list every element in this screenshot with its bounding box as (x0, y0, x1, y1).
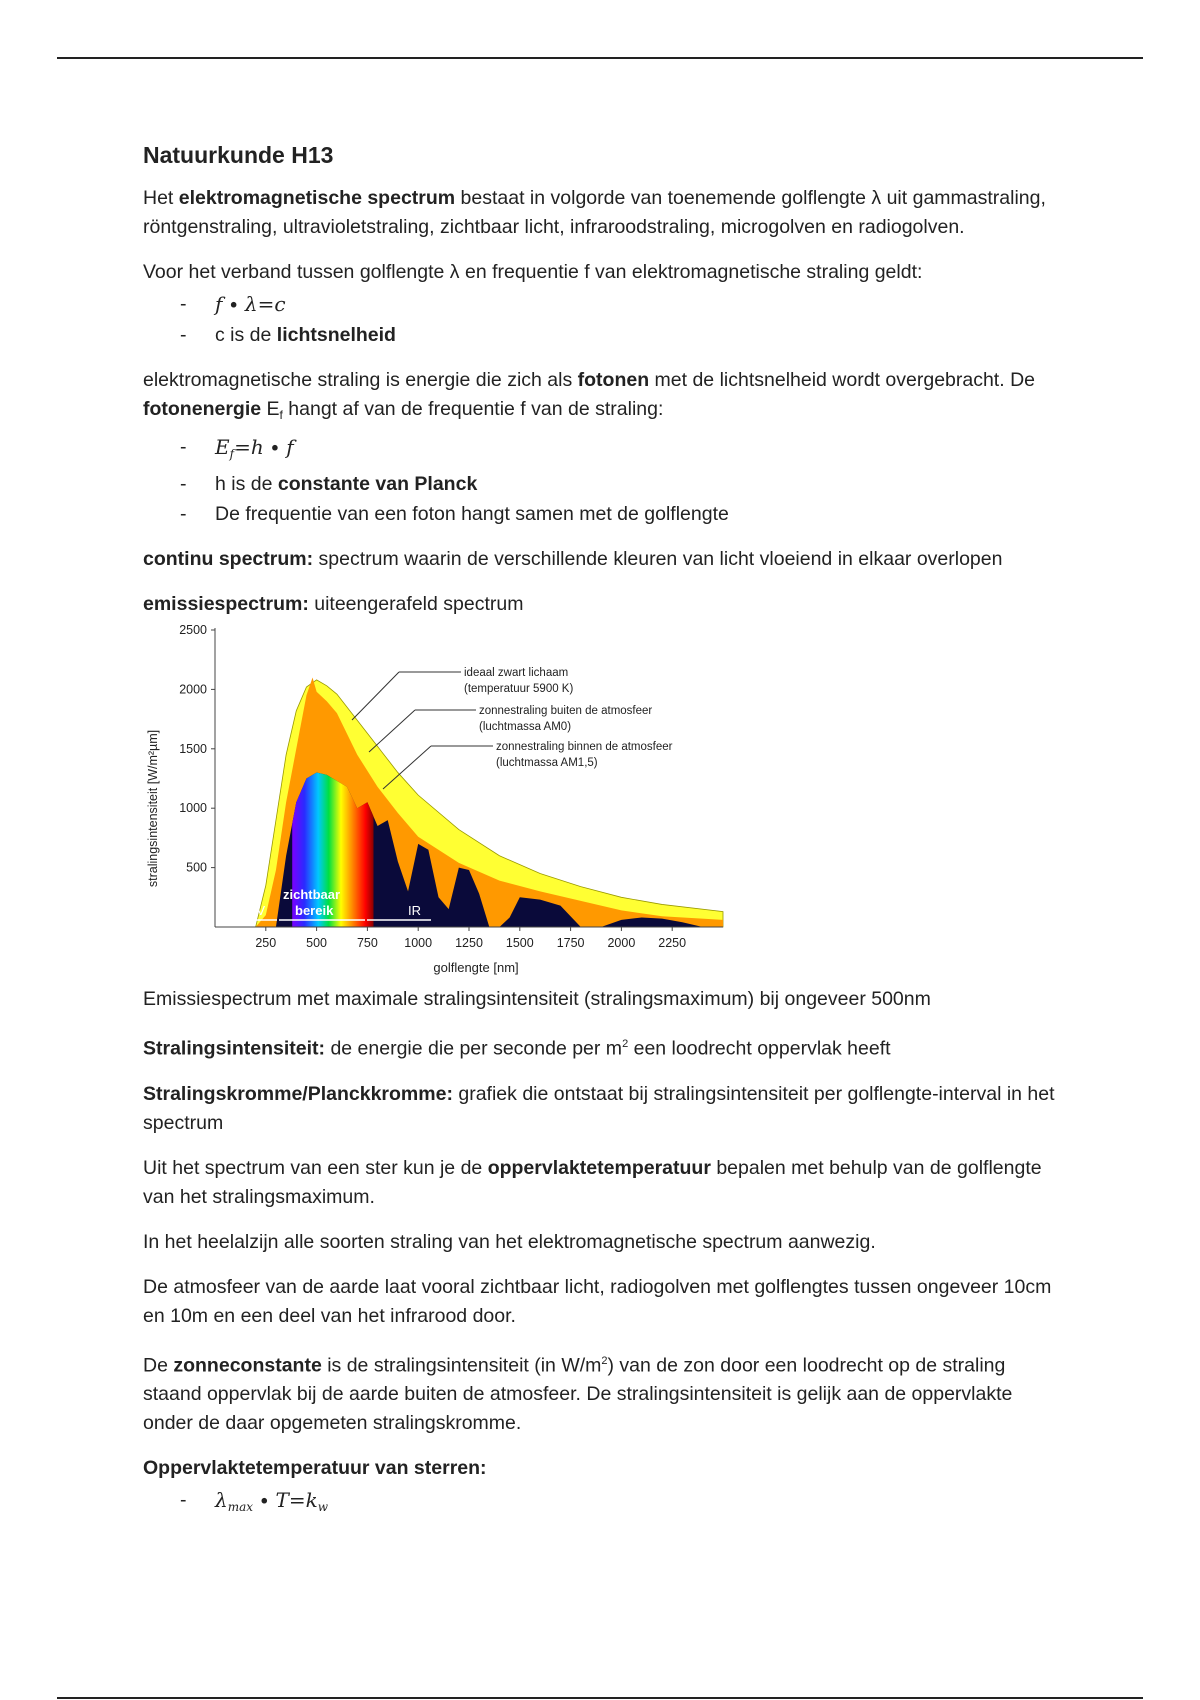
formula-wien (215, 1488, 328, 1512)
term: continu spectrum: (143, 548, 314, 570)
formula-wave: f ∙ λ=c (215, 292, 286, 316)
formula-energy (215, 435, 294, 459)
annotation-ideal-temp: (temperatuur 5900 K) (464, 683, 574, 695)
x-tick-label: 1000 (404, 936, 433, 950)
y-axis-label: stralingsintensiteit [W/m²µm] (146, 729, 160, 888)
x-tick-label: 250 (255, 936, 277, 950)
y-tick-label: 1000 (179, 801, 207, 816)
list-item (143, 320, 1063, 350)
annotation-am15-mass: (luchtmassa AM1,5) (496, 757, 598, 769)
x-tick-label: 2000 (607, 936, 636, 950)
paragraph-universe: In het heelalzijn alle soorten straling van het elektromagnetische spectrum aanwezig. (143, 1230, 876, 1253)
text: spectrum waarin de verschillende kleuren van licht vloeiend in elkaar overlopen (313, 548, 1003, 570)
text: uiteengerafeld spectrum (308, 593, 524, 615)
text: ) van de zon door een loodrecht op de straling staand oppervlak bij de aarde buiten de atmosfeer. De stralingsintensiteit is gelijk aan de oppervlakte onder de daar opgemeten stralingskromme. (143, 1354, 1013, 1434)
paragraph-photons (143, 366, 1063, 430)
text: Het (143, 187, 179, 209)
superscript: 2 (622, 1038, 629, 1050)
label-visible-range: bereik (295, 903, 334, 918)
text: De (143, 1354, 174, 1376)
x-tick-label: 500 (306, 936, 328, 950)
spectrum-chart (143, 617, 783, 977)
text: grafiek die ontstaat bij stralingsintensiteit per golflengte-interval in het spectrum (143, 1082, 1055, 1134)
list-relation (143, 289, 1063, 350)
paragraph-star (143, 1154, 1063, 1212)
text: met de lichtsnelheid wordt overgebracht. De (649, 369, 1035, 391)
list-wien (143, 1485, 1063, 1522)
text: h is de (215, 473, 278, 495)
paragraph-caption: Emissiespectrum met maximale stralingsintensiteit (stralingsmaximum) bij ongeveer 500nm (143, 988, 931, 1010)
label-ir: IR (408, 903, 421, 918)
annotation-am15: zonnestraling binnen de atmosfeer (496, 741, 673, 753)
term: Stralingsintensiteit: (143, 1037, 326, 1060)
list-item (143, 1485, 1063, 1522)
text: c is de (215, 324, 277, 346)
symbol: ∙ T=k (253, 1488, 318, 1512)
paragraph-solar-constant (143, 1347, 1063, 1439)
list-item (143, 432, 1063, 469)
term: constante van Planck (277, 473, 478, 495)
y-tick-label: 2500 (179, 623, 207, 637)
symbol: =h ∙ f (234, 435, 294, 459)
y-tick-label: 1500 (179, 741, 207, 756)
document-body (143, 140, 1063, 1538)
list-item (143, 289, 1063, 320)
paragraph-planck (143, 1080, 1063, 1138)
symbol: E (261, 398, 280, 420)
annotation-am0-mass: (luchtmassa AM0) (479, 721, 572, 733)
paragraph-spectrum (143, 184, 1063, 242)
symbol: E (215, 435, 230, 459)
term: emissiespectrum: (143, 593, 309, 615)
term: zonneconstante (173, 1354, 322, 1376)
chart-svg (143, 617, 783, 977)
subscript: f (229, 447, 235, 461)
paragraph-intensity (143, 1030, 1063, 1064)
text: hangt af van de frequentie f van de straling: (282, 398, 664, 420)
symbol: λ (215, 1488, 228, 1512)
x-tick-label: 1250 (455, 936, 483, 950)
page-title: Natuurkunde H13 (143, 142, 334, 168)
footer-rule (57, 1697, 1143, 1699)
term: oppervlaktetemperatuur (487, 1156, 711, 1179)
term: Stralingskromme/Planckkromme: (143, 1082, 453, 1105)
list-item (143, 469, 1063, 499)
label-uv: UV (247, 903, 266, 918)
term: fotonenergie (143, 398, 262, 420)
text: Uit het spectrum van een ster kun je de (143, 1156, 488, 1179)
term: Oppervlaktetemperatuur van sterren: (143, 1457, 487, 1479)
x-axis-label: golflengte [nm] (433, 960, 519, 975)
x-tick-label: 1500 (505, 936, 534, 950)
text: bepalen met behulp van de golflengte van het stralingsmaximum. (143, 1156, 1042, 1208)
term: elektromagnetische spectrum (178, 187, 456, 209)
paragraph-emission (143, 590, 1063, 619)
paragraph-continuous (143, 545, 1063, 574)
text: een loodrecht oppervlak heeft (628, 1037, 891, 1060)
text: bestaat in volgorde van toenemende golflengte λ uit gammastraling, röntgenstraling, ultravioletstraling, zichtbaar licht, infraroodstraling, microgolven en radiogolven. (143, 187, 1046, 238)
y-tick-label: 500 (186, 860, 207, 875)
subscript: w (317, 1500, 329, 1514)
text: elektromagnetische straling is energie die zich als (143, 369, 578, 391)
paragraph-relation: Voor het verband tussen golflengte λ en frequentie f van elektromagnetische straling geldt: (143, 261, 923, 283)
leader-line (369, 710, 415, 752)
text: de energie die per seconde per m (325, 1037, 623, 1060)
x-tick-label: 2250 (658, 936, 687, 950)
term: lichtsnelheid (276, 324, 396, 346)
leader-line (352, 672, 399, 720)
header-rule (57, 57, 1143, 59)
list-item: - De frequentie van een foton hangt samen met de golflengte (143, 499, 1063, 529)
label-visible: zichtbaar (283, 887, 341, 902)
annotation-am0: zonnestraling buiten de atmosfeer (479, 705, 653, 717)
text: is de stralingsintensiteit (in W/m (321, 1354, 602, 1376)
superscript: 2 (601, 1354, 608, 1367)
list-photon (143, 432, 1063, 529)
y-tick-label: 2000 (179, 682, 207, 697)
annotation-ideal: ideaal zwart lichaam (464, 667, 569, 679)
paragraph-surface-temp (143, 1454, 1063, 1483)
subscript: f (279, 408, 283, 422)
x-tick-label: 1750 (556, 936, 585, 950)
term: fotonen (577, 369, 650, 391)
x-tick-label: 750 (356, 936, 378, 950)
subscript: max (227, 1500, 253, 1514)
paragraph-atmosphere: De atmosfeer van de aarde laat vooral zichtbaar licht, radiogolven met golflengtes tussen ongeveer 10cm en 10m en een deel van het infrarood door. (143, 1275, 1052, 1327)
